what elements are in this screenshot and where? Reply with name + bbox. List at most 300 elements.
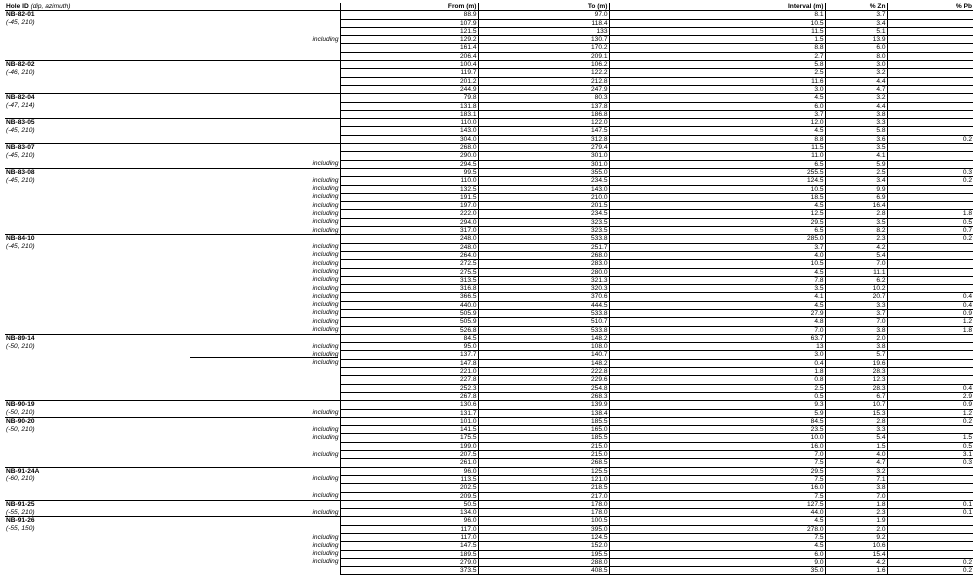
pb-cell: 0.9 [887,401,973,409]
zn-cell: 3.7 [825,11,887,19]
table-row [5,376,973,384]
header-blank [190,3,340,11]
zn-cell: 1.6 [825,567,887,575]
to-cell: 186.8 [478,110,609,118]
pb-cell: 3.1 [887,451,973,459]
zn-cell: 2.8 [825,210,887,218]
to-cell: 218.5 [478,484,609,492]
from-cell: 99.5 [340,168,478,176]
zn-cell: 3.8 [825,326,887,334]
table-row [5,343,973,351]
interval-cell: 4.1 [609,293,825,301]
zn-cell: 8.0 [825,52,887,60]
from-cell: 147.5 [340,542,478,550]
pb-cell: 0.4 [887,384,973,392]
to-cell: 254.8 [478,384,609,392]
hole-id-cell [5,467,190,475]
interval-cell: 16.0 [609,484,825,492]
pb-cell: 0.2 [887,567,973,575]
hole-blank-cell [5,567,190,575]
hole-blank-cell [5,110,190,118]
zn-cell: 6.9 [825,193,887,201]
including-label [190,85,340,93]
to-cell: 100.5 [478,517,609,525]
interval-cell: 3.0 [609,351,825,359]
pb-cell [887,467,973,475]
interval-cell: 3.7 [609,110,825,118]
header-to: To (m) [478,3,609,11]
from-cell: 147.8 [340,359,478,367]
pb-cell [887,193,973,201]
table-row [5,36,973,44]
table-row [5,102,973,110]
hole-id-cell [5,11,190,19]
to-cell: 118.4 [478,19,609,27]
including-label [190,459,340,467]
table-row [5,475,973,483]
to-cell: 234.5 [478,177,609,185]
pb-cell: 1.2 [887,409,973,417]
to-cell: 215.0 [478,442,609,450]
to-cell: 108.0 [478,343,609,351]
from-cell: 121.5 [340,27,478,35]
pb-cell [887,160,973,168]
to-cell: 279.4 [478,144,609,152]
hole-id: NB-90-20 [6,417,35,425]
to-cell: 320.3 [478,285,609,293]
hole-id-cell [5,417,190,425]
to-cell: 201.5 [478,202,609,210]
pb-cell [887,77,973,85]
from-cell: 189.5 [340,550,478,558]
including-label [190,135,340,143]
table-row [5,243,973,251]
from-cell: 96.0 [340,517,478,525]
from-cell: 107.9 [340,19,478,27]
table-row [5,202,973,210]
hole-blank-cell [5,293,190,301]
hole-dip-azimuth-cell [5,127,190,135]
hole-dip-azimuth-cell [5,19,190,27]
including-label [190,27,340,35]
to-cell: 301.0 [478,152,609,160]
from-cell: 96.0 [340,467,478,475]
including-label: including [312,326,339,334]
zn-cell: 20.7 [825,293,887,301]
interval-cell: 4.8 [609,318,825,326]
interval-cell: 9.3 [609,401,825,409]
including-label [190,102,340,110]
table-row [5,550,973,558]
table-row [5,235,973,243]
table-row [5,152,973,160]
hole-dip-azimuth: (-55, 150) [6,525,35,533]
interval-cell: 285.0 [609,235,825,243]
including-label [190,11,340,19]
from-cell: 197.0 [340,202,478,210]
table-row [5,351,973,359]
to-cell: 247.9 [478,85,609,93]
table-row [5,77,973,85]
including-label: including [312,226,339,234]
hole-blank-cell [5,442,190,450]
pb-cell: 1.5 [887,434,973,442]
table-row [5,94,973,102]
zn-cell: 4.2 [825,243,887,251]
from-cell: 84.5 [340,334,478,342]
pb-cell: 2.9 [887,392,973,400]
interval-cell: 7.8 [609,276,825,284]
zn-cell: 28.3 [825,384,887,392]
including-label: including [312,276,339,284]
table-row [5,401,973,409]
including-label: including [312,35,339,43]
hole-id-cell [5,119,190,127]
pb-cell [887,376,973,384]
table-row [5,85,973,93]
including-label [190,376,340,384]
including-label: including [312,218,339,226]
including-label [190,127,340,135]
interval-cell: 5.8 [609,61,825,69]
pb-cell: 0.3 [887,459,973,467]
table-row [5,110,973,118]
hole-blank-cell [5,301,190,309]
interval-cell: 255.5 [609,168,825,176]
from-cell: 183.1 [340,110,478,118]
interval-cell: 3.7 [609,243,825,251]
table-row [5,309,973,317]
hole-blank-cell [5,218,190,226]
table-row [5,135,973,143]
including-label [190,152,340,160]
interval-cell: 4.5 [609,268,825,276]
from-cell: 202.5 [340,484,478,492]
table-row [5,459,973,467]
hole-id-cell [5,61,190,69]
zn-cell: 3.3 [825,301,887,309]
zn-cell: 12.3 [825,376,887,384]
to-cell: 178.0 [478,509,609,517]
to-cell: 217.0 [478,492,609,500]
including-label: including [312,309,339,317]
table-row [5,426,973,434]
table-row [5,467,973,475]
hole-blank-cell [5,318,190,326]
interval-cell: 29.5 [609,467,825,475]
to-cell: 137.8 [478,102,609,110]
pb-cell: 0.2 [887,417,973,425]
interval-cell: 35.0 [609,567,825,575]
table-row [5,301,973,309]
from-cell: 110.0 [340,177,478,185]
pb-cell: 0.2 [887,135,973,143]
hole-id-cell [5,500,190,508]
hole-blank-cell [5,459,190,467]
hole-dip-azimuth: (-45, 210) [6,19,35,27]
zn-cell: 3.6 [825,135,887,143]
to-cell: 125.5 [478,467,609,475]
header-zn: % Zn [825,3,887,11]
from-cell: 141.5 [340,426,478,434]
from-cell: 290.0 [340,152,478,160]
hole-id: NB-83-07 [6,144,35,152]
hole-blank-cell [5,268,190,276]
zn-cell: 15.4 [825,550,887,558]
from-cell: 110.0 [340,119,478,127]
to-cell: 121.0 [478,475,609,483]
including-label [190,384,340,392]
from-cell: 222.0 [340,210,478,218]
hole-dip-azimuth-cell [5,426,190,434]
hole-id-cell [5,168,190,176]
to-cell: 283.0 [478,260,609,268]
to-cell: 138.4 [478,409,609,417]
pb-cell [887,119,973,127]
zn-cell: 3.2 [825,467,887,475]
interval-cell: 8.1 [609,11,825,19]
from-cell: 201.2 [340,77,478,85]
to-cell: 408.5 [478,567,609,575]
table-row [5,127,973,135]
pb-cell [887,11,973,19]
pb-cell [887,85,973,93]
including-label: including [312,508,339,516]
hole-blank-cell [5,251,190,259]
table-row [5,177,973,185]
interval-cell: 44.0 [609,509,825,517]
table-row [5,44,973,52]
pb-cell [887,152,973,160]
including-label [190,525,340,533]
table-row [5,368,973,376]
to-cell: 178.0 [478,500,609,508]
table-row [5,168,973,176]
table-row [5,251,973,259]
pb-cell: 0.7 [887,227,973,235]
to-cell: 195.5 [478,550,609,558]
hole-id: NB-89-14 [6,334,35,342]
including-label [190,484,340,492]
including-label [190,392,340,400]
zn-cell: 6.7 [825,392,887,400]
interval-cell: 63.7 [609,334,825,342]
to-cell: 139.9 [478,401,609,409]
zn-cell: 10.6 [825,542,887,550]
from-cell: 130.6 [340,401,478,409]
zn-cell: 2.0 [825,334,887,342]
interval-cell: 11.6 [609,77,825,85]
table-row [5,417,973,425]
table-row [5,318,973,326]
to-cell: 165.0 [478,426,609,434]
from-cell: 134.0 [340,509,478,517]
hole-dip-azimuth: (-50, 210) [6,425,35,433]
including-label: including [312,268,339,275]
zn-cell: 3.4 [825,19,887,27]
pb-cell [887,492,973,500]
hole-blank-cell [5,227,190,235]
from-cell: 526.8 [340,326,478,334]
pb-cell [887,144,973,152]
hole-blank-cell [5,534,190,542]
pb-cell: 0.2 [887,177,973,185]
including-label: including [312,533,339,541]
interval-cell: 7.0 [609,326,825,334]
table-row [5,61,973,69]
hole-id-cell [5,401,190,409]
to-cell: 268.0 [478,251,609,259]
hole-blank-cell [5,326,190,334]
including-label: including [312,259,339,267]
from-cell: 317.0 [340,227,478,235]
from-cell: 316.8 [340,285,478,293]
table-row [5,434,973,442]
interval-cell: 27.9 [609,309,825,317]
hole-dip-azimuth: (-50, 210) [6,342,35,350]
zn-cell: 5.4 [825,251,887,259]
zn-cell: 3.5 [825,218,887,226]
pb-cell [887,343,973,351]
including-label [190,168,340,176]
pb-cell [887,276,973,284]
zn-cell: 3.8 [825,343,887,351]
interval-cell: 1.8 [609,368,825,376]
table-row [5,359,973,367]
to-cell: 148.2 [478,359,609,367]
interval-cell: 0.4 [609,359,825,367]
hole-blank-cell [5,550,190,558]
pb-cell [887,550,973,558]
interval-cell: 7.5 [609,534,825,542]
including-label: including [312,558,339,566]
to-cell: 212.8 [478,77,609,85]
zn-cell: 3.3 [825,119,887,127]
interval-cell: 11.5 [609,144,825,152]
including-label [190,401,340,409]
from-cell: 131.8 [340,102,478,110]
including-label: including [312,475,339,483]
to-cell: 106.2 [478,61,609,69]
to-cell: 280.0 [478,268,609,276]
from-cell: 117.0 [340,525,478,533]
hole-dip-azimuth-cell [5,69,190,77]
hole-dip-azimuth: (-47, 214) [6,102,35,110]
interval-cell: 2.5 [609,384,825,392]
pb-cell: 0.9 [887,309,973,317]
interval-cell: 3.5 [609,285,825,293]
to-cell: 301.0 [478,160,609,168]
table-row [5,384,973,392]
hole-dip-azimuth-cell [5,509,190,517]
pb-cell: 1.8 [887,210,973,218]
hole-dip-azimuth: (-46, 210) [6,68,35,76]
interval-cell: 8.8 [609,44,825,52]
pb-cell: 0.4 [887,301,973,309]
from-cell: 221.0 [340,368,478,376]
interval-cell: 4.5 [609,127,825,135]
hole-blank-cell [5,285,190,293]
zn-cell: 4.0 [825,451,887,459]
hole-blank-cell [5,368,190,376]
interval-cell: 4.5 [609,94,825,102]
including-label [190,77,340,85]
including-label: including [312,193,339,201]
to-cell: 288.0 [478,558,609,566]
hole-blank-cell [5,36,190,44]
to-cell: 133 [478,27,609,35]
from-cell: 161.4 [340,44,478,52]
including-label [190,110,340,118]
interval-cell: 4.5 [609,202,825,210]
from-cell: 101.0 [340,417,478,425]
including-label: including [312,359,339,367]
including-label [190,417,340,425]
interval-cell: 7.5 [609,492,825,500]
pb-cell: 0.5 [887,218,973,226]
table-row [5,160,973,168]
to-cell: 97.0 [478,11,609,19]
from-cell: 248.0 [340,243,478,251]
hole-id-cell [5,334,190,342]
hole-dip-azimuth: (-60, 210) [6,475,35,483]
hole-blank-cell [5,492,190,500]
zn-cell: 2.0 [825,525,887,533]
from-cell: 366.5 [340,293,478,301]
zn-cell: 9.2 [825,534,887,542]
including-label [190,69,340,77]
interval-cell: 6.0 [609,550,825,558]
pb-cell [887,534,973,542]
pb-cell: 0.2 [887,558,973,566]
pb-cell [887,475,973,483]
interval-cell: 13 [609,343,825,351]
hole-dip-azimuth-cell [5,475,190,483]
interval-cell: 16.0 [609,442,825,450]
to-cell: 234.5 [478,210,609,218]
to-cell: 215.0 [478,451,609,459]
including-label: including [312,425,339,433]
hole-blank-cell [5,351,190,359]
table-row [5,185,973,193]
interval-cell: 11.5 [609,27,825,35]
header-hole-sub: (dip, azimuth) [30,3,71,10]
zn-cell: 3.4 [825,177,887,185]
interval-cell: 18.5 [609,193,825,201]
pb-cell [887,61,973,69]
hole-blank-cell [5,392,190,400]
including-label: including [312,550,339,558]
interval-cell: 2.7 [609,52,825,60]
to-cell: 143.0 [478,185,609,193]
hole-id: NB-82-02 [6,61,35,69]
table-row [5,119,973,127]
including-label [190,144,340,152]
including-label: including [312,409,339,417]
to-cell: 185.5 [478,417,609,425]
from-cell: 209.5 [340,492,478,500]
table-row [5,218,973,226]
including-label: including [312,160,339,168]
pb-cell [887,334,973,342]
zn-cell: 2.3 [825,509,887,517]
from-cell: 88.9 [340,11,478,19]
pb-cell: 0.3 [887,168,973,176]
zn-cell: 28.3 [825,368,887,376]
including-label: including [312,433,339,441]
table-row [5,517,973,525]
from-cell: 132.5 [340,185,478,193]
